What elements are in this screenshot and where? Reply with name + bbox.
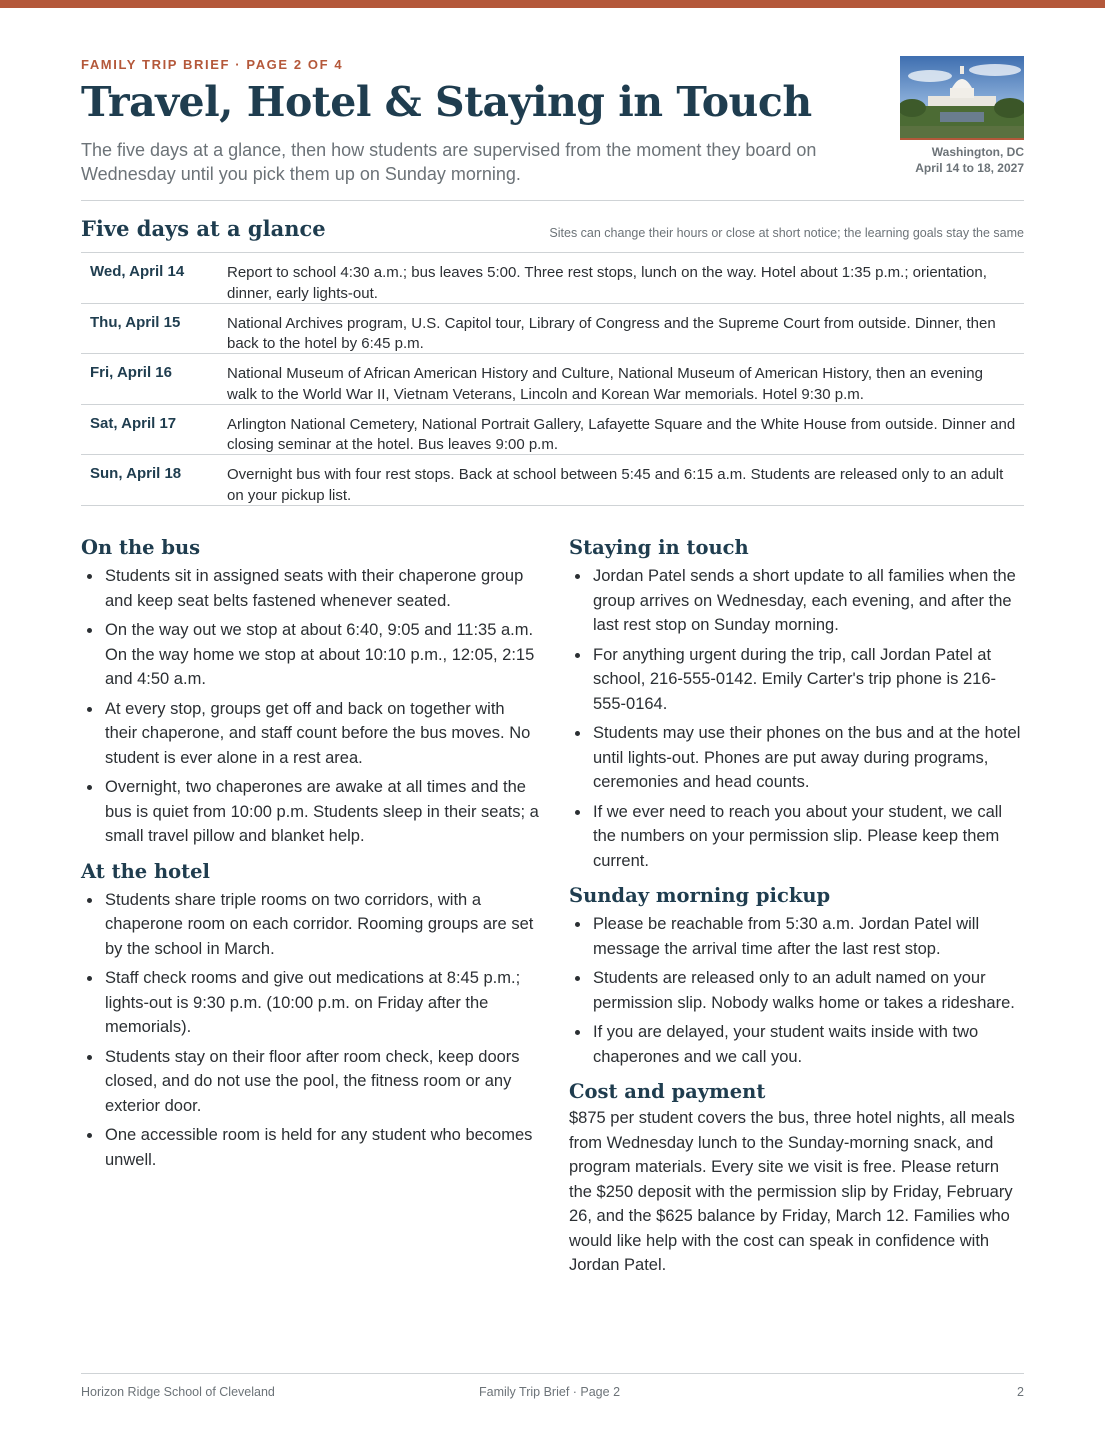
schedule-table bbox=[81, 252, 1024, 506]
cost-section-title: Cost and payment bbox=[569, 1080, 766, 1103]
bus-section-title: On the bus bbox=[81, 536, 201, 559]
pickup-list bbox=[569, 912, 1024, 1069]
footer-page-label: Family Trip Brief · Page 2 bbox=[479, 1385, 621, 1399]
photo-dates: April 14 to 18, 2027 bbox=[915, 161, 1024, 175]
photo-location: Washington, DC bbox=[931, 145, 1024, 159]
list-item: Students stay on their floor after room check, keep doors closed, and do not use the pool, the fitness room or any exterior door. bbox=[81, 1045, 541, 1119]
page-subtitle: The five days at a glance, then how students are supervised from the moment they board on Wednesday until you pick them up on Sunday morning. bbox=[81, 140, 817, 184]
schedule-day: Fri, April 16 bbox=[90, 364, 172, 382]
page-kicker: FAMILY TRIP BRIEF · PAGE 2 OF 4 bbox=[81, 57, 344, 72]
glance-header bbox=[81, 216, 1024, 241]
schedule-text: National Archives program, U.S. Capitol tour, Library of Congress and the Supreme Court from outside. Dinner, then back to the hotel by 6:45 p.m. bbox=[227, 314, 996, 353]
schedule-row bbox=[81, 354, 1024, 405]
glance-note: Sites can change their hours or close at short notice; the learning goals stay the same bbox=[549, 226, 1024, 240]
cost-paragraph: $875 per student covers the bus, three hotel nights, all meals from Wednesday lunch to the Sunday-morning snack, and program materials. Every site we visit is free. Please return the $250 deposit with the permission slip by Friday, February 26, and the $625 balance by Friday, March 12. Families who would like help with the cost can speak in confidence with Jordan Patel. bbox=[569, 1109, 1015, 1274]
top-accent-bar bbox=[0, 0, 1105, 8]
bus-list bbox=[81, 564, 541, 849]
schedule-day: Thu, April 15 bbox=[90, 313, 181, 331]
schedule-text: National Museum of African American History and Culture, National Museum of American History, then an evening walk to the World War II, Vietnam Veterans, Lincoln and Korean War memorials. Hotel 9:30 p.m. bbox=[227, 365, 983, 403]
glance-title: Five days at a glance bbox=[81, 216, 326, 241]
list-item: Jordan Patel sends a short update to all families when the group arrives on Wednesday, each evening, and after the last rest stop on Sunday morning. bbox=[569, 564, 1024, 638]
list-item: At every stop, groups get off and back on together with their chaperone, and staff count before the bus moves. No student is ever alone in a rest area. bbox=[81, 697, 541, 771]
footer-school: Horizon Ridge School of Cleveland bbox=[81, 1385, 275, 1399]
list-item: Students share triple rooms on two corridors, with a chaperone room on each corridor. Rooming groups are set by the school in March. bbox=[81, 888, 541, 962]
schedule-day: Sun, April 18 bbox=[90, 465, 182, 483]
schedule-text: Overnight bus with four rest stops. Back at school between 5:45 and 6:15 a.m. Students are released only to an adult on your pickup list. bbox=[227, 466, 1004, 504]
footer-divider bbox=[81, 1373, 1024, 1374]
schedule-row bbox=[81, 405, 1024, 456]
list-item: Staff check rooms and give out medications at 8:45 p.m.; lights-out is 9:30 p.m. (10:00 p.m. on Friday after the memorials). bbox=[81, 966, 541, 1040]
list-item: If we ever need to reach you about your student, we call the numbers on your permission slip. Please keep them current. bbox=[569, 800, 1024, 874]
touch-section-title: Staying in touch bbox=[569, 536, 749, 559]
left-column bbox=[81, 534, 541, 1177]
hotel-section-title: At the hotel bbox=[81, 859, 210, 883]
schedule-day: Sat, April 17 bbox=[90, 414, 177, 432]
list-item: Students sit in assigned seats with their chaperone group and keep seat belts fastened whenever seated. bbox=[81, 564, 541, 613]
right-column bbox=[569, 534, 1024, 1278]
list-item: Overnight, two chaperones are awake at all times and the bus is quiet from 10:00 p.m. Students sleep in their seats; a small travel pillow and blanket help. bbox=[81, 775, 541, 849]
list-item: One accessible room is held for any student who becomes unwell. bbox=[81, 1123, 541, 1172]
list-item: Please be reachable from 5:30 a.m. Jordan Patel will message the arrival time after the last rest stop. bbox=[569, 912, 1024, 961]
schedule-day: Wed, April 14 bbox=[90, 263, 185, 280]
pickup-section-title: Sunday morning pickup bbox=[569, 884, 831, 907]
touch-list bbox=[569, 564, 1024, 873]
schedule-text: Report to school 4:30 a.m.; bus leaves 5:00. Three rest stops, lunch on the way. Hotel about 1:35 p.m.; orientation, dinner, early lights-out. bbox=[227, 264, 987, 302]
list-item: On the way out we stop at about 6:40, 9:05 and 11:35 a.m. On the way home we stop at about 10:10 p.m., 12:05, 2:15 and 4:50 a.m. bbox=[81, 618, 541, 692]
list-item: For anything urgent during the trip, call Jordan Patel at school, 216-555-0142. Emily Carter's trip phone is 216-555-0164. bbox=[569, 643, 1024, 717]
header-divider bbox=[81, 200, 1024, 201]
page-title: Travel, Hotel & Staying in Touch bbox=[81, 78, 812, 126]
schedule-row bbox=[81, 253, 1024, 304]
hotel-list bbox=[81, 888, 541, 1173]
list-item: If you are delayed, your student waits inside with two chaperones and we call you. bbox=[569, 1020, 1024, 1069]
schedule-text: Arlington National Cemetery, National Portrait Gallery, Lafayette Square and the White House from outside. Dinner and closing seminar at the hotel. Bus leaves 9:00 p.m. bbox=[227, 415, 1016, 454]
schedule-row bbox=[81, 304, 1024, 355]
list-item: Students may use their phones on the bus and at the hotel until lights-out. Phones are put away during programs, ceremonies and head counts. bbox=[569, 721, 1024, 795]
schedule-row bbox=[81, 455, 1024, 506]
footer-page-number: 2 bbox=[1017, 1385, 1024, 1399]
list-item: Students are released only to an adult named on your permission slip. Nobody walks home or takes a rideshare. bbox=[569, 966, 1024, 1015]
capitol-building-photo bbox=[900, 56, 1024, 140]
destination-photo-block bbox=[900, 56, 1024, 176]
